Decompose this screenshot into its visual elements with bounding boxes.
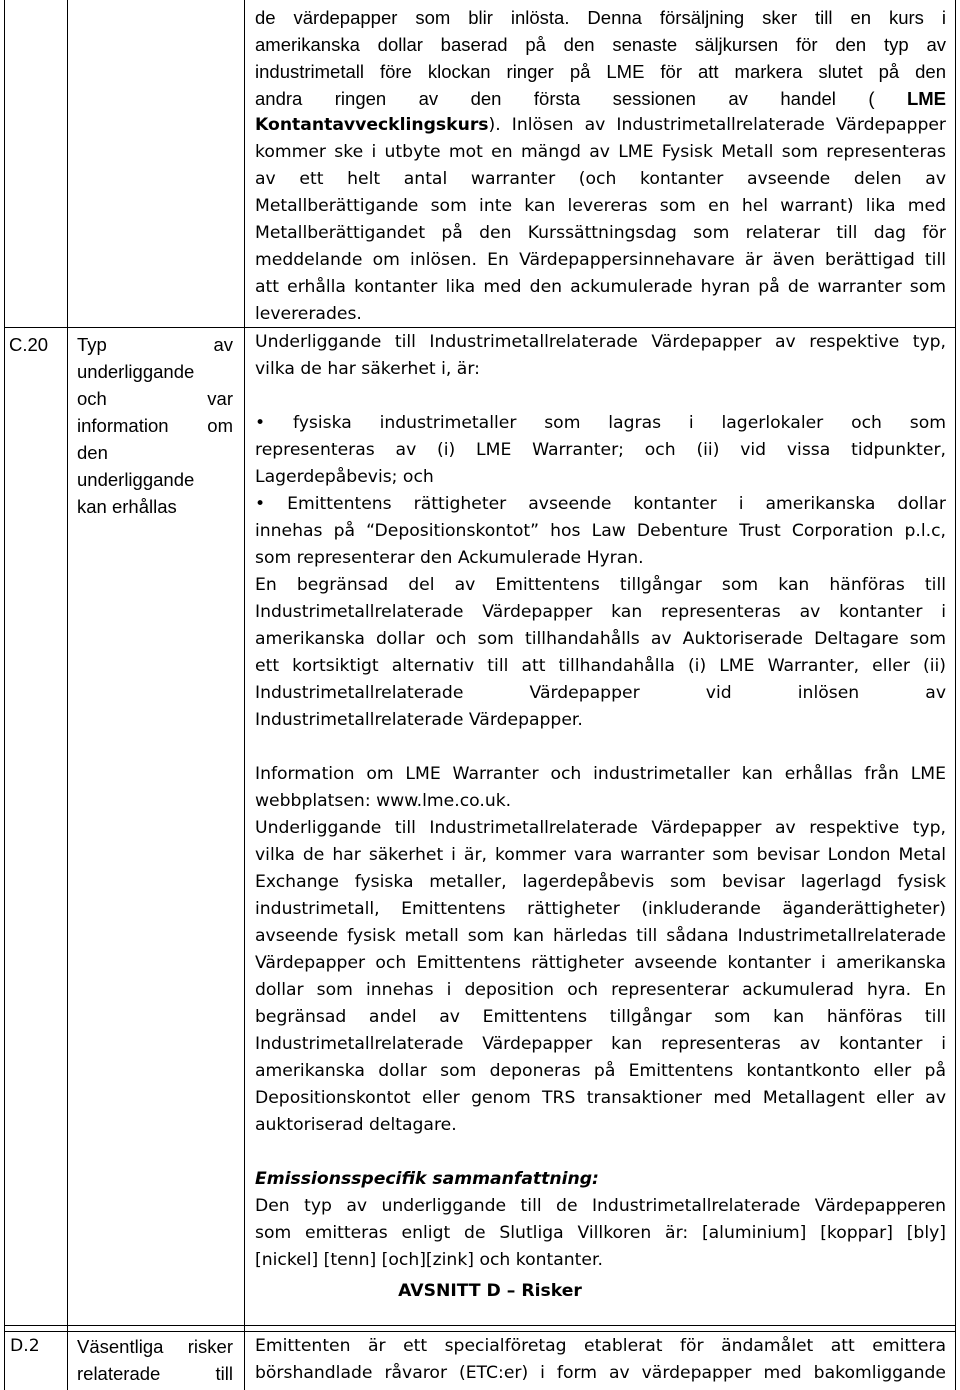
table-divider-1 <box>67 0 68 1390</box>
c20-paragraph-line: Industrimetallrelaterade Värdepapper kan representeras av kontanter i <box>255 1034 946 1054</box>
c20-paragraph-line: vilka de har säkerhet i är, kommer vara warranter som bevisar London Metal <box>255 845 946 865</box>
c20-paragraph-line: amerikanska dollar som deponeras på Emittentens kontantkonto eller på <box>255 1061 946 1081</box>
continuation-line-bold: LME <box>874 88 946 109</box>
c20-paragraph-line: webbplatsen: www.lme.co.uk. <box>255 791 512 811</box>
bullet-item-line: • fysiska industrimetaller som lagras i lagerlokaler och som <box>255 413 946 433</box>
continuation-line <box>255 85 946 112</box>
c20-paragraph-line: vilka de har säkerhet i, är: <box>255 359 480 379</box>
c20-paragraph-line: auktoriserad deltagare. <box>255 1115 457 1135</box>
continuation-line: av ett helt antal warranter (och kontanter avseende delen av <box>255 169 946 189</box>
d2-title <box>77 1333 233 1387</box>
continuation-line: att erhålla kontanter lika med den ackumulerade hyran på de warranter som <box>255 277 946 297</box>
c20-paragraph-line: Industrimetallrelaterade Värdepapper kan representeras av kontanter i <box>255 602 946 622</box>
c20-paragraph-line: Information om LME Warranter och industrimetaller kan erhållas från LME <box>255 764 946 784</box>
c20-title <box>77 331 233 520</box>
bullet-item-line: • Emittentens rättigheter avseende kontanter i amerikanska dollar <box>255 494 946 514</box>
c20-title-line: underliggande <box>77 361 195 382</box>
section-heading: AVSNITT D – Risker <box>398 1281 582 1301</box>
c20-paragraph-line: Underliggande till Industrimetallrelaterade Värdepapper av respektive typ, <box>255 332 946 352</box>
continuation-text-block <box>255 4 946 328</box>
continuation-line-text: andra ringen av den första sessionen av handel ( <box>255 88 875 109</box>
c20-paragraph-line: industrimetall, Emittentens rättigheter (inkluderande äganderättigheter) <box>255 899 946 919</box>
continuation-line: Metallberättigande som inte kan levereras som en hel warrant) lika med <box>255 196 946 216</box>
row-separator-section <box>4 1325 956 1326</box>
c20-paragraph-line: Industrimetallrelaterade Värdepapper vid inlösen av <box>255 683 946 703</box>
c20-paragraph-line: amerikanska dollar och som tillhandahålls av Auktoriserade Deltagare som <box>255 629 946 649</box>
table-border-left <box>4 0 5 1390</box>
c20-paragraph-line: avseende fysisk metall som kan härledas till sådana Industrimetallrelaterade <box>255 926 946 946</box>
c20-title-line: och var <box>77 388 233 409</box>
issue-specific-line: [nickel] [tenn] [och][zink] och kontanter. <box>255 1250 603 1270</box>
bullet-item-line: Lagerdepåbevis; och <box>255 467 434 487</box>
bullet-item-line: som representerar den Ackumulerade Hyran. <box>255 548 644 568</box>
continuation-line: de värdepapper som blir inlösta. Denna försäljning sker till en kurs i <box>255 7 946 28</box>
table-divider-2 <box>244 0 245 1390</box>
bullet-item-line: innehas på “Depositionskontot” hos Law Debenture Trust Corporation p.l.c, <box>255 521 946 541</box>
c20-title-line: Typ av <box>77 334 233 355</box>
d2-title-line: relaterade till <box>77 1363 233 1384</box>
c20-paragraph-line: En begränsad del av Emittentens tillgångar som kan hänföras till <box>255 575 946 595</box>
c20-title-line: kan erhållas <box>77 496 177 517</box>
continuation-line-bold: Kontantavvecklingskurs <box>255 115 489 135</box>
c20-paragraph-line: Industrimetallrelaterade Värdepapper. <box>255 710 583 730</box>
d2-text-line: Emittenten är ett specialföretag etablerat för ändamålet att emittera <box>255 1336 946 1356</box>
continuation-line <box>255 112 946 139</box>
table-border-right <box>955 0 956 1390</box>
blank-line <box>255 1139 946 1166</box>
issue-specific-line: som emitteras enligt de Slutliga Villkoren är: [aluminium] [koppar] [bly] <box>255 1223 946 1243</box>
bullet-item-line: representeras av (i) LME Warranter; och (ii) vid vissa tidpunkter, <box>255 440 946 460</box>
issue-specific-line: Den typ av underliggande till de Industrimetallrelaterade Värdepapperen <box>255 1196 946 1216</box>
c20-number: C.20 <box>9 334 49 355</box>
d2-title-line: Väsentliga risker <box>77 1336 233 1357</box>
c20-paragraph-line: Exchange fysiska metaller, lagerdepåbevis som bevisar lagerlagd fysisk <box>255 872 946 892</box>
d2-content <box>255 1333 946 1387</box>
c20-paragraph-line: Värdepapper och Emittentens rättigheter avseende kontanter i amerikanska <box>255 953 946 973</box>
blank-line <box>255 734 946 761</box>
continuation-line: kommer ske i utbyte mot en mängd av LME Fysisk Metall som representeras <box>255 142 946 162</box>
c20-paragraph-line: dollar som innehas i deposition och representerar ackumulerad hyra. En <box>255 980 946 1000</box>
issue-specific-heading: Emissionsspecifik sammanfattning: <box>255 1169 599 1189</box>
c20-title-line: underliggande <box>77 469 195 490</box>
d2-text-line: börshandlade råvaror (ETC:er) i form av värdepapper med bakomliggande <box>255 1363 946 1383</box>
c20-paragraph-line: Underliggande till Industrimetallrelaterade Värdepapper av respektive typ, <box>255 818 946 838</box>
continuation-line: meddelande om inlösen. En Värdepappersinnehavare är även berättigad till <box>255 250 946 270</box>
c20-paragraph-line: ett kortsiktigt alternativ till att tillhandahålla (i) LME Warranter, eller (ii) <box>255 656 946 676</box>
c20-title-line: information om <box>77 415 233 436</box>
continuation-line: Metallberättigandet på den Kurssättningsdag som relaterar till dag för <box>255 223 946 243</box>
d2-number: D.2 <box>10 1336 40 1356</box>
row-separator-d2 <box>4 1331 956 1332</box>
continuation-line: levererades. <box>255 304 362 324</box>
continuation-line: amerikanska dollar baserad på den senaste säljkursen för den typ av <box>255 34 946 55</box>
continuation-line-text: ). Inlösen av Industrimetallrelaterade Värdepapper <box>488 115 946 135</box>
c20-title-line: den <box>77 442 108 463</box>
c20-paragraph-line: begränsad andel av Emittentens tillgångar som kan hänföras till <box>255 1007 946 1027</box>
c20-content <box>255 329 946 1274</box>
c20-paragraph-line: Depositionskontot eller genom TRS transaktioner med Metallagent eller av <box>255 1088 946 1108</box>
continuation-line: industrimetall före klockan ringer på LME för att markera slutet på den <box>255 61 946 82</box>
blank-line <box>255 383 946 410</box>
